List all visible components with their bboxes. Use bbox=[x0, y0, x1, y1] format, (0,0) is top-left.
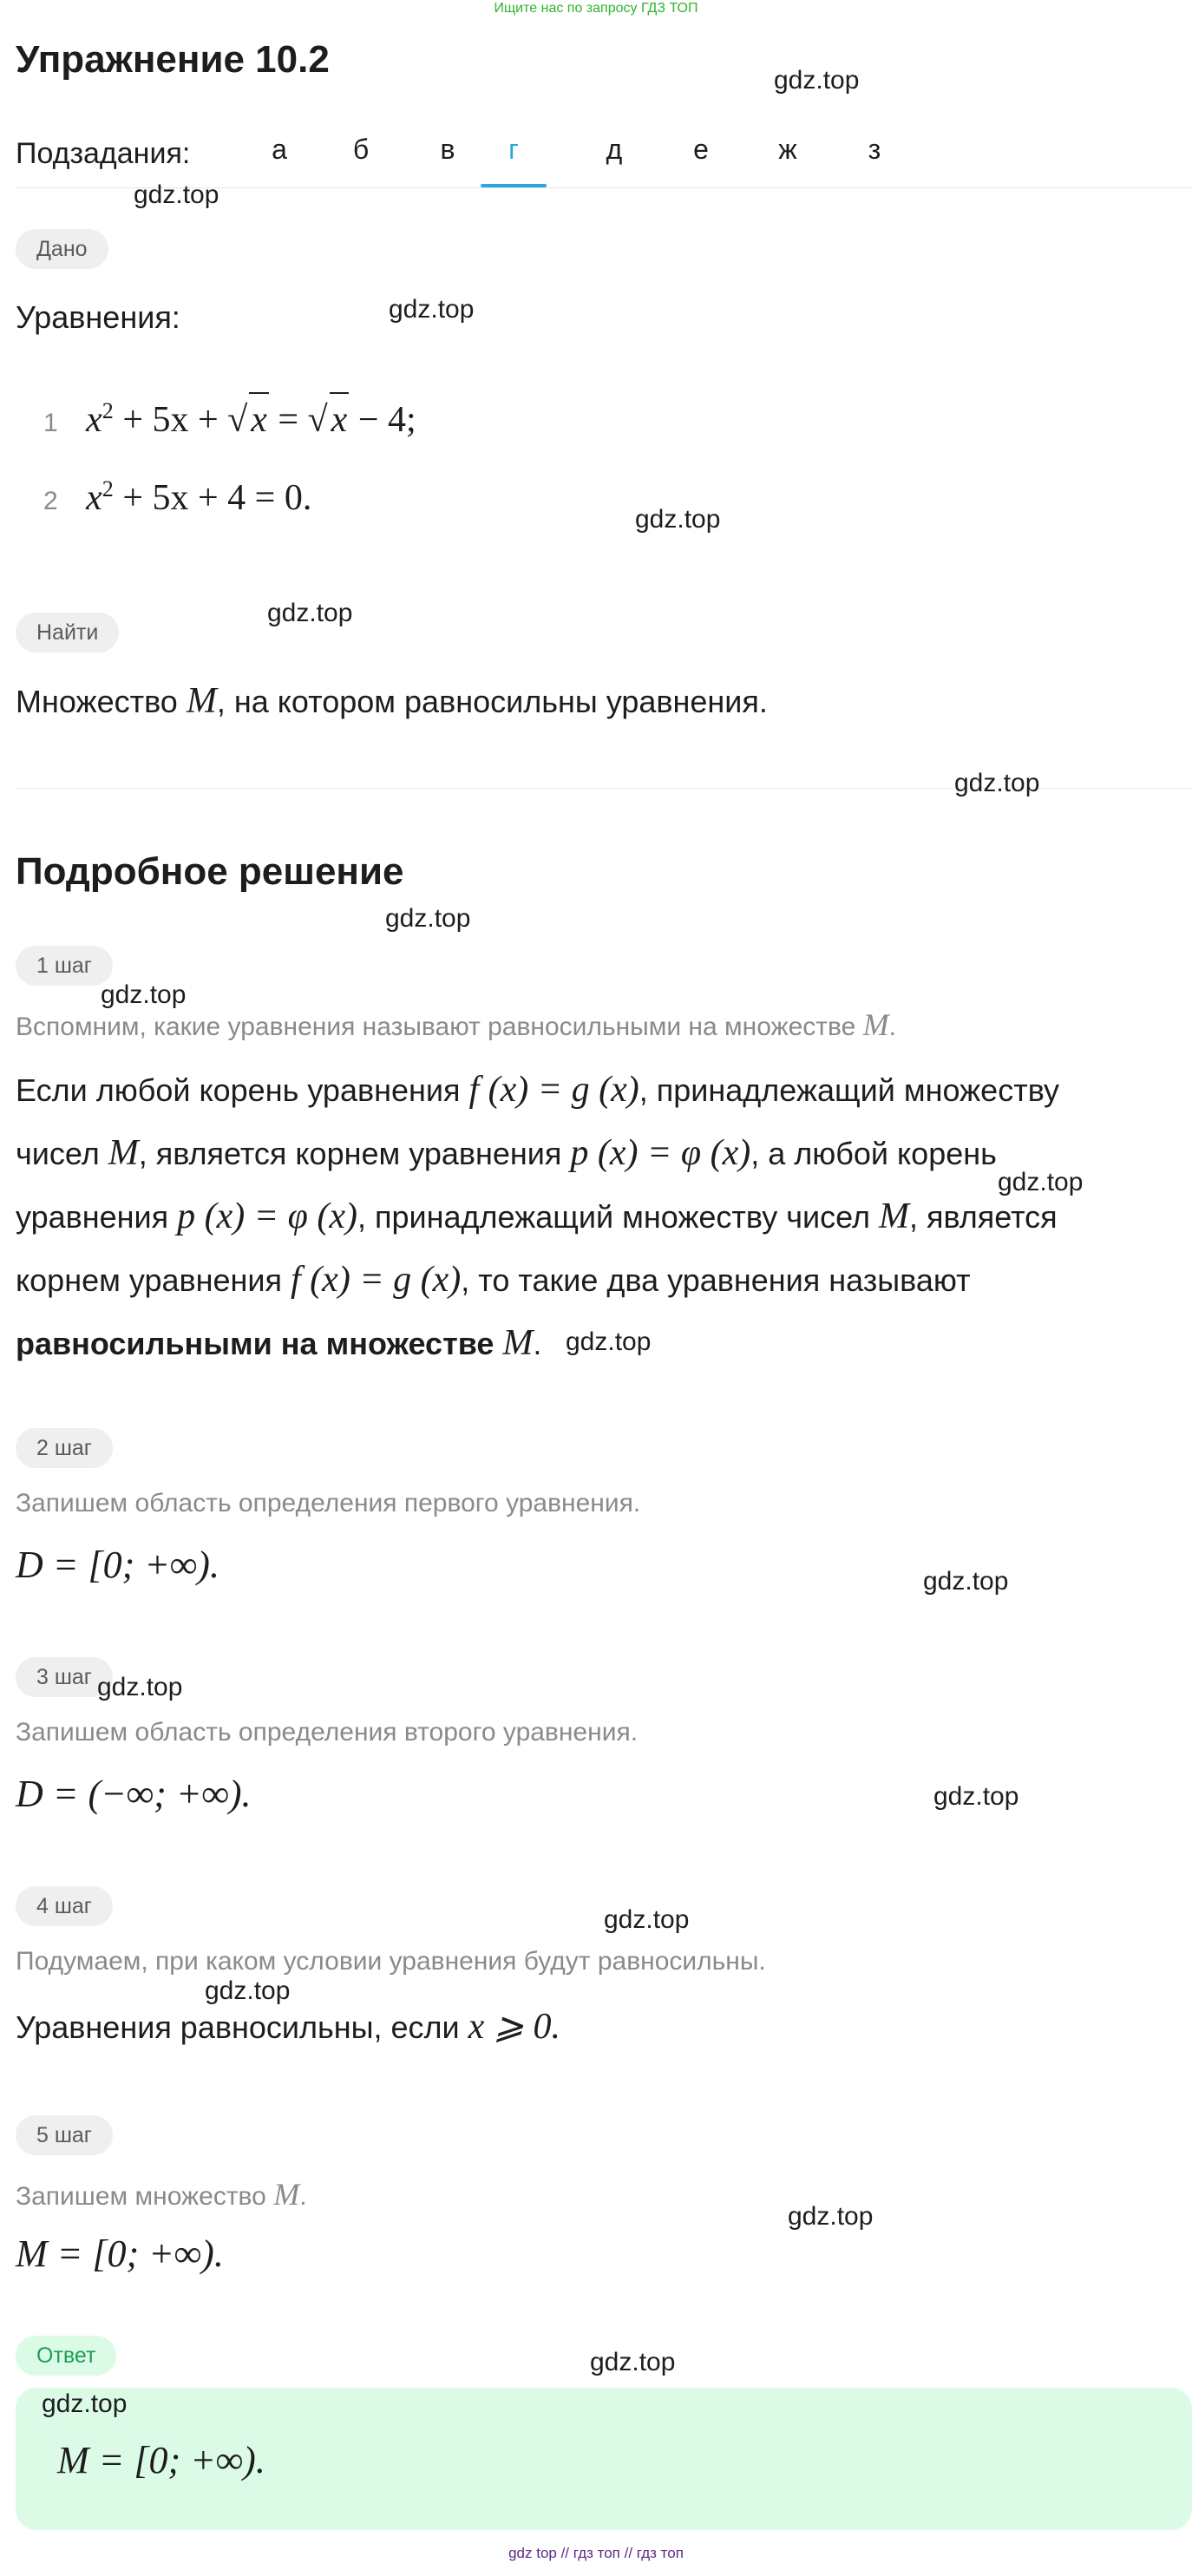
step-5-formula: M = [0; +∞). bbox=[16, 2232, 224, 2275]
watermark: gdz.top bbox=[566, 1327, 652, 1356]
watermark: gdz.top bbox=[97, 1673, 183, 1701]
tab-zh[interactable]: ж bbox=[778, 134, 797, 165]
watermark: gdz.top bbox=[134, 180, 219, 209]
watermark: gdz.top bbox=[590, 2348, 676, 2376]
watermark: gdz.top bbox=[267, 599, 353, 627]
equation-2: $x^2 + 5x + 4 = 0$. bbox=[86, 476, 312, 518]
watermark: gdz.top bbox=[101, 980, 187, 1009]
top-search-banner: Ищите нас по запросу ГДЗ ТОП bbox=[494, 1, 698, 16]
step-1-line-5: равносильными на множестве M. bbox=[16, 1323, 542, 1363]
watermark: gdz.top bbox=[604, 1905, 690, 1934]
watermark: gdz.top bbox=[933, 1782, 1019, 1811]
step-1-line-4: корнем уравнения f (x) = g (x), то такие два уравнения называют bbox=[16, 1260, 971, 1300]
watermark: gdz.top bbox=[788, 2202, 874, 2231]
answer-formula: M = [0; +∞). bbox=[57, 2439, 265, 2481]
step-5-hint: Запишем множество M. bbox=[16, 2177, 307, 2212]
step-1-badge: 1 шаг bbox=[16, 946, 113, 986]
footer-links: gdz top // гдз топ // гдз топ bbox=[508, 2545, 684, 2561]
step-2-badge: 2 шаг bbox=[16, 1428, 113, 1468]
tab-e[interactable]: е bbox=[693, 134, 709, 165]
step-1-line-3: уравнения p (x) = φ (x), принадлежащий множеству чисел M, является bbox=[16, 1196, 1058, 1236]
tab-g[interactable]: г bbox=[481, 134, 547, 186]
watermark: gdz.top bbox=[954, 769, 1040, 797]
tab-b[interactable]: б bbox=[352, 134, 370, 165]
given-badge: Дано bbox=[16, 229, 108, 269]
tab-d[interactable]: д bbox=[606, 134, 623, 165]
step-2-hint: Запишем область определения первого уравнения. bbox=[16, 1489, 641, 1517]
watermark: gdz.top bbox=[923, 1567, 1009, 1596]
find-text: Множество M, на котором равносильны уравнения. bbox=[16, 681, 768, 721]
given-heading: Уравнения: bbox=[16, 299, 180, 335]
equation-row-2 bbox=[43, 463, 312, 518]
step-1-line-2: чисел M, является корнем уравнения p (x) = φ (x), а любой корень bbox=[16, 1133, 997, 1173]
equation-number: 2 bbox=[43, 487, 58, 515]
subtasks-label: Подзадания: bbox=[16, 137, 191, 170]
step-2-formula: D = [0; +∞). bbox=[16, 1544, 219, 1586]
watermark: gdz.top bbox=[389, 295, 475, 324]
step-4-hint: Подумаем, при каком условии уравнения будут равносильны. bbox=[16, 1947, 766, 1976]
page-title: Упражнение 10.2 bbox=[16, 38, 330, 81]
tab-v[interactable]: в bbox=[440, 134, 455, 165]
step-3-badge: 3 шаг bbox=[16, 1657, 113, 1697]
equation-number: 1 bbox=[43, 409, 58, 437]
answer-box bbox=[16, 2388, 1192, 2530]
step-4-badge: 4 шаг bbox=[16, 1886, 113, 1926]
step-3-hint: Запишем область определения второго уравнения. bbox=[16, 1718, 639, 1747]
solution-heading: Подробное решение bbox=[16, 850, 404, 893]
tab-z[interactable]: з bbox=[868, 134, 881, 165]
step-3-formula: D = (−∞; +∞). bbox=[16, 1773, 252, 1815]
watermark: gdz.top bbox=[774, 66, 860, 95]
answer-badge: Ответ bbox=[16, 2336, 116, 2376]
watermark: gdz.top bbox=[42, 2389, 128, 2418]
step-4-text: Уравнения равносильны, если x ⩾ 0. bbox=[16, 2007, 560, 2047]
equation-1: $x^2 + 5x + √x = √x - 4$; bbox=[86, 400, 416, 440]
step-1-hint: Вспомним, какие уравнения называют равносильными на множестве M. bbox=[16, 1007, 896, 1042]
watermark: gdz.top bbox=[385, 904, 471, 933]
tab-a[interactable]: а bbox=[272, 134, 287, 165]
find-badge: Найти bbox=[16, 613, 119, 652]
watermark: gdz.top bbox=[998, 1168, 1084, 1196]
watermark: gdz.top bbox=[205, 1976, 291, 2005]
watermark: gdz.top bbox=[635, 505, 721, 534]
step-5-badge: 5 шаг bbox=[16, 2115, 113, 2155]
equation-row-1 bbox=[43, 385, 416, 440]
step-1-line-1: Если любой корень уравнения f (x) = g (x), принадлежащий множеству bbox=[16, 1070, 1060, 1110]
